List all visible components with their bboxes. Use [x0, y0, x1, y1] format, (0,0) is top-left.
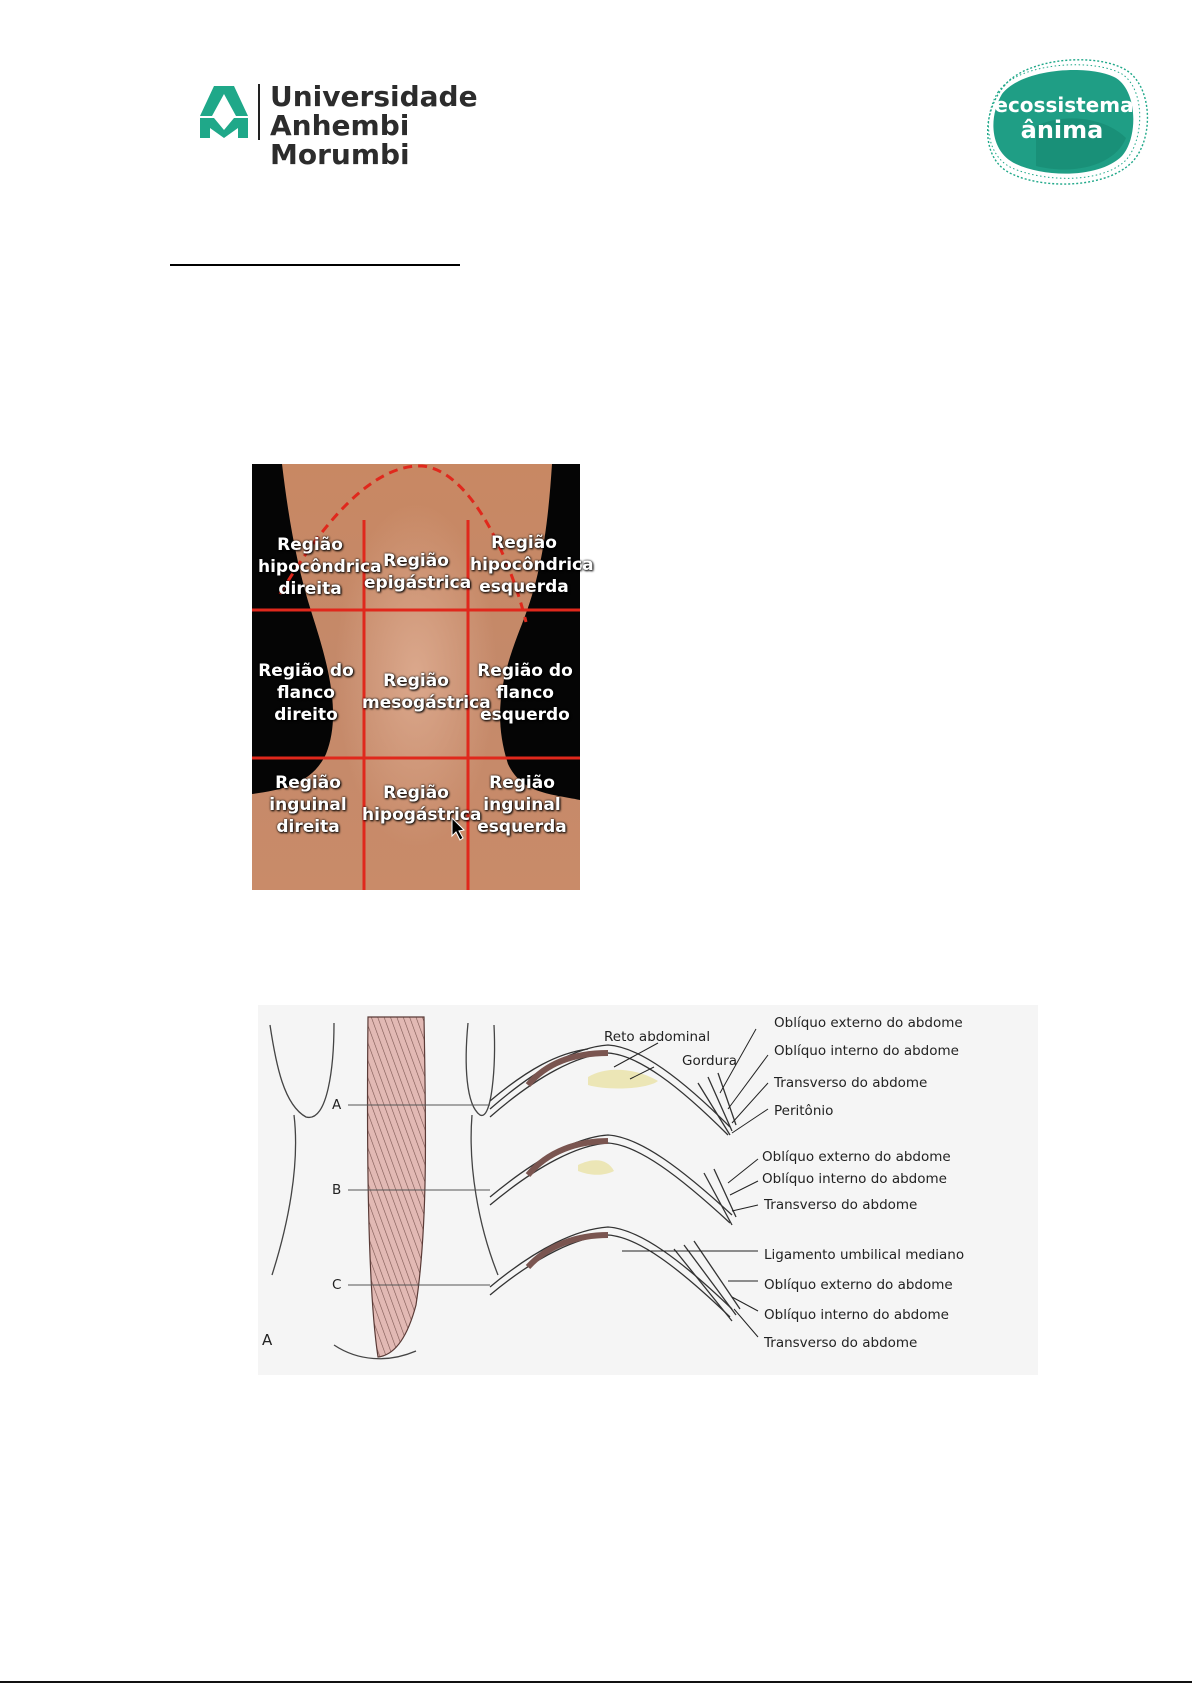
region-hipocondrica-direita: Região hipocôndrica direita	[258, 535, 382, 599]
label-a-obliquo-externo: Oblíquo externo do abdome	[774, 1015, 963, 1031]
label-a-obliquo-interno: Oblíquo interno do abdome	[774, 1043, 959, 1059]
region-flanco-direito: Região do flanco direito	[258, 661, 354, 725]
uam-logo-mark	[200, 86, 248, 138]
section-letter-b: B	[332, 1182, 342, 1198]
region-inguinal-direita: Região inguinal direita	[269, 773, 347, 837]
ecosystem-label: ecossistema	[994, 93, 1134, 117]
label-c-obliquo-interno: Oblíquo interno do abdome	[764, 1307, 949, 1323]
ecosystem-anima-logo	[976, 56, 1152, 188]
region-hipogastrica: Região hipogástrica	[362, 783, 482, 825]
label-b-obliquo-interno: Oblíquo interno do abdome	[762, 1171, 947, 1187]
label-gordura: Gordura	[682, 1053, 737, 1069]
title-underline	[170, 264, 460, 266]
label-c-transverso: Transverso do abdome	[764, 1335, 918, 1351]
page-bottom-edge	[0, 1681, 1192, 1683]
region-epigastrica: Região epigástrica	[364, 551, 472, 593]
university-name-line2: Anhembi Morumbi	[270, 109, 410, 171]
abdominal-wall-sections-figure	[258, 1005, 1038, 1375]
university-name	[270, 82, 530, 169]
region-flanco-esquerdo: Região do flanco esquerdo	[477, 661, 573, 725]
label-b-obliquo-externo: Oblíquo externo do abdome	[762, 1149, 951, 1165]
region-inguinal-esquerda: Região inguinal esquerda	[477, 773, 567, 837]
label-c-obliquo-externo: Oblíquo externo do abdome	[764, 1277, 953, 1293]
region-hipocondrica-esquerda: Região hipocôndrica esquerda	[470, 533, 594, 597]
anima-label: ânima	[1020, 116, 1104, 144]
region-mesogastrica: Região mesogástrica	[362, 671, 491, 713]
university-logo	[200, 80, 530, 171]
label-a-transverso: Transverso do abdome	[774, 1075, 928, 1091]
label-reto-abdominal: Reto abdominal	[604, 1029, 711, 1045]
label-b-transverso: Transverso do abdome	[764, 1197, 918, 1213]
abdominal-regions-figure	[252, 464, 594, 890]
panel-letter: A	[262, 1331, 273, 1349]
section-letter-a: A	[332, 1097, 342, 1113]
university-name-line1: Universidade	[270, 80, 478, 113]
logo-divider	[258, 84, 260, 140]
label-a-peritonio: Peritônio	[774, 1103, 834, 1119]
section-letter-c: C	[332, 1277, 342, 1293]
label-c-ligamento-umbilical: Ligamento umbilical mediano	[764, 1247, 965, 1263]
